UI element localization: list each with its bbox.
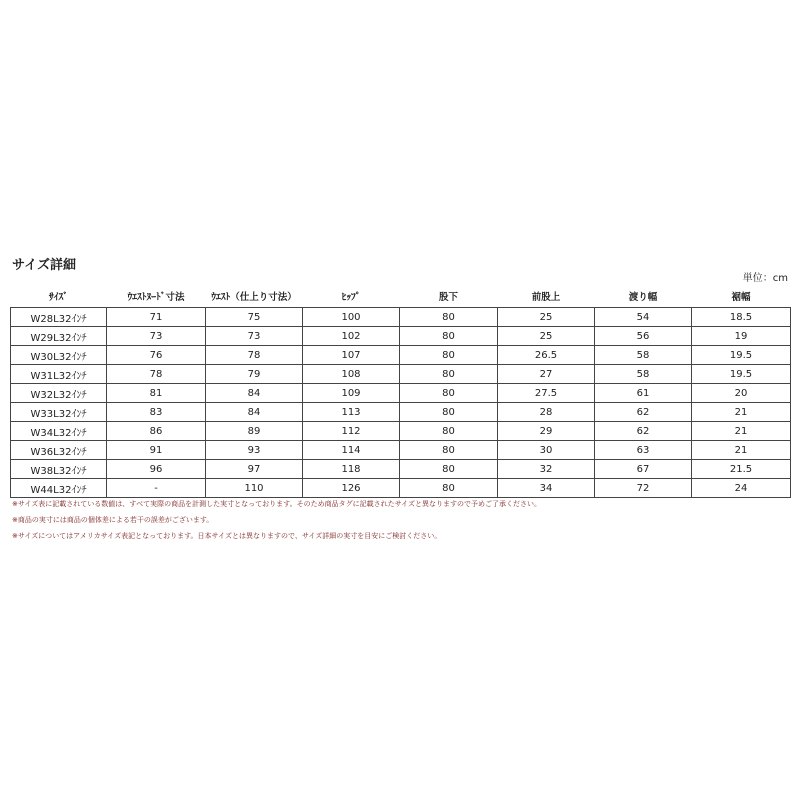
cell-hem-width: 18.5 [692, 308, 791, 327]
cell-inseam: 80 [400, 365, 498, 384]
cell-waist-nude: 96 [107, 460, 206, 479]
cell-size: W31L32ｲﾝﾁ [11, 365, 107, 384]
cell-waist-finished: 110 [206, 479, 303, 498]
cell-thigh-width: 72 [595, 479, 692, 498]
cell-hip: 100 [303, 308, 400, 327]
cell-front-rise: 34 [498, 479, 595, 498]
note-measurement: ※サイズ表に記載されている数値は、すべて実際の商品を計測した実寸となっております。そのため商品タグに記載されたサイズと異なりますので予めご了承ください。 [12, 500, 542, 508]
cell-front-rise: 26.5 [498, 346, 595, 365]
cell-waist-finished: 84 [206, 384, 303, 403]
cell-hip: 102 [303, 327, 400, 346]
cell-hip: 109 [303, 384, 400, 403]
cell-size: W33L32ｲﾝﾁ [11, 403, 107, 422]
cell-hip: 114 [303, 441, 400, 460]
header-row [11, 284, 791, 308]
cell-size: W28L32ｲﾝﾁ [11, 308, 107, 327]
header-cell-hip: ﾋｯﾌﾟ [341, 291, 361, 303]
cell-waist-finished: 73 [206, 327, 303, 346]
header-cell-inseam: 股下 [438, 291, 458, 303]
cell-front-rise: 29 [498, 422, 595, 441]
cell-size: W30L32ｲﾝﾁ [11, 346, 107, 365]
cell-thigh-width: 62 [595, 403, 692, 422]
cell-inseam: 80 [400, 346, 498, 365]
page-title: サイズ詳細 [12, 258, 76, 273]
cell-hem-width: 21 [692, 422, 791, 441]
header-cell-size: ｻｲｽﾞ [48, 291, 68, 303]
header-cell-thigh-width: 渡り幅 [628, 291, 658, 303]
cell-front-rise: 30 [498, 441, 595, 460]
cell-hem-width: 19.5 [692, 365, 791, 384]
table-row [11, 384, 791, 403]
table-row [11, 308, 791, 327]
cell-size: W29L32ｲﾝﾁ [11, 327, 107, 346]
header-cell-waist-nude: ｳｴｽﾄﾇｰﾄﾞ寸法 [127, 291, 185, 303]
cell-hem-width: 21.5 [692, 460, 791, 479]
cell-waist-nude: 86 [107, 422, 206, 441]
cell-thigh-width: 63 [595, 441, 692, 460]
table-row [11, 422, 791, 441]
cell-front-rise: 28 [498, 403, 595, 422]
cell-waist-nude: 78 [107, 365, 206, 384]
cell-hem-width: 19.5 [692, 346, 791, 365]
cell-hip: 112 [303, 422, 400, 441]
cell-front-rise: 25 [498, 308, 595, 327]
cell-waist-finished: 93 [206, 441, 303, 460]
unit-label: 単位：cm [742, 273, 788, 284]
cell-size: W38L32ｲﾝﾁ [11, 460, 107, 479]
cell-waist-finished: 97 [206, 460, 303, 479]
table-row [11, 441, 791, 460]
cell-front-rise: 32 [498, 460, 595, 479]
cell-hem-width: 24 [692, 479, 791, 498]
table-body [11, 308, 791, 498]
cell-waist-finished: 89 [206, 422, 303, 441]
cell-inseam: 80 [400, 441, 498, 460]
table-row [11, 479, 791, 498]
cell-thigh-width: 54 [595, 308, 692, 327]
cell-inseam: 80 [400, 308, 498, 327]
cell-inseam: 80 [400, 422, 498, 441]
cell-hem-width: 20 [692, 384, 791, 403]
cell-waist-nude: 83 [107, 403, 206, 422]
header-cell-front-rise: 前股上 [531, 291, 561, 303]
size-table [10, 284, 791, 498]
cell-inseam: 80 [400, 384, 498, 403]
cell-thigh-width: 58 [595, 346, 692, 365]
cell-waist-nude: 73 [107, 327, 206, 346]
cell-front-rise: 27 [498, 365, 595, 384]
cell-waist-nude: 91 [107, 441, 206, 460]
table-row [11, 365, 791, 384]
cell-size: W44L32ｲﾝﾁ [11, 479, 107, 498]
cell-hip: 107 [303, 346, 400, 365]
note-us-sizing: ※サイズについてはアメリカサイズ表記となっております。日本サイズとは異なりますので、サイズ詳細の実寸を目安にご検討ください。 [12, 532, 442, 540]
cell-hem-width: 21 [692, 441, 791, 460]
table-row [11, 327, 791, 346]
cell-hem-width: 21 [692, 403, 791, 422]
cell-inseam: 80 [400, 479, 498, 498]
cell-inseam: 80 [400, 403, 498, 422]
cell-hip: 113 [303, 403, 400, 422]
cell-thigh-width: 56 [595, 327, 692, 346]
cell-waist-finished: 75 [206, 308, 303, 327]
header-cell-waist-finished: ｳｴｽﾄ（仕上り寸法） [211, 291, 297, 303]
cell-size: W34L32ｲﾝﾁ [11, 422, 107, 441]
cell-front-rise: 27.5 [498, 384, 595, 403]
cell-waist-nude: 71 [107, 308, 206, 327]
note-variance: ※商品の実寸には商品の個体差による若干の誤差がございます。 [12, 516, 214, 524]
table-row [11, 460, 791, 479]
cell-thigh-width: 62 [595, 422, 692, 441]
cell-inseam: 80 [400, 327, 498, 346]
cell-size: W32L32ｲﾝﾁ [11, 384, 107, 403]
table-row [11, 346, 791, 365]
cell-waist-finished: 79 [206, 365, 303, 384]
cell-inseam: 80 [400, 460, 498, 479]
cell-hip: 118 [303, 460, 400, 479]
cell-hip: 108 [303, 365, 400, 384]
table-row [11, 403, 791, 422]
cell-front-rise: 25 [498, 327, 595, 346]
cell-thigh-width: 67 [595, 460, 692, 479]
cell-waist-finished: 84 [206, 403, 303, 422]
cell-waist-nude: - [107, 479, 206, 498]
cell-hem-width: 19 [692, 327, 791, 346]
header-cell-hem-width: 裾幅 [731, 291, 751, 303]
cell-waist-nude: 76 [107, 346, 206, 365]
notes [12, 500, 792, 548]
cell-thigh-width: 61 [595, 384, 692, 403]
cell-waist-nude: 81 [107, 384, 206, 403]
cell-hip: 126 [303, 479, 400, 498]
cell-thigh-width: 58 [595, 365, 692, 384]
cell-waist-finished: 78 [206, 346, 303, 365]
cell-size: W36L32ｲﾝﾁ [11, 441, 107, 460]
